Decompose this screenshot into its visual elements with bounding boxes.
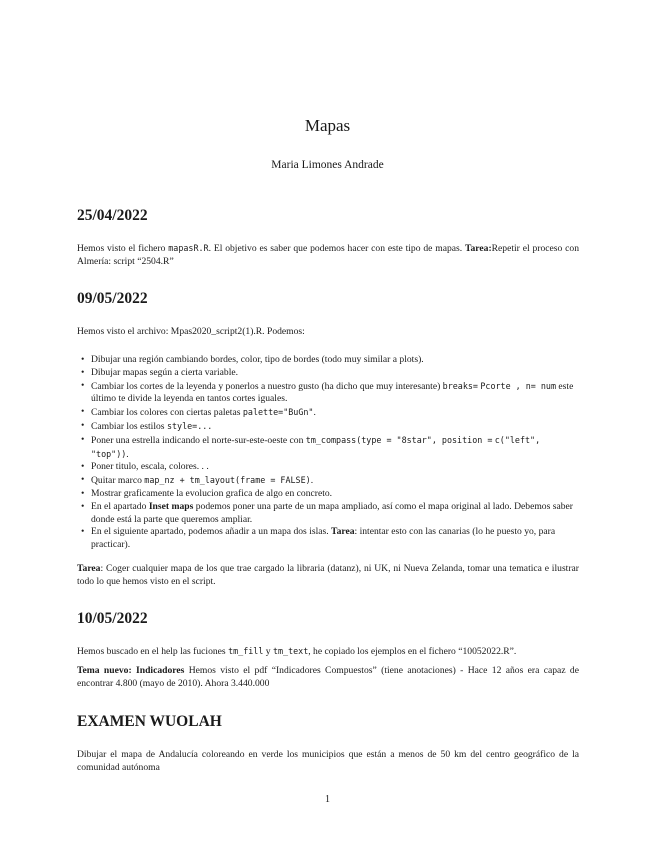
text: . El objetivo es saber que podemos hacer con este tipo de mapas. bbox=[208, 243, 465, 254]
text: Quitar marco bbox=[91, 475, 145, 487]
code-inline: tm_text bbox=[272, 646, 309, 656]
list-item: • Dibujar una región cambiando bordes, color, tipo de bordes (todo muy similar a plots). bbox=[91, 354, 579, 367]
text: En el apartado bbox=[91, 500, 149, 512]
bullet-list bbox=[77, 354, 579, 552]
code-inline: mapasR.R bbox=[168, 243, 209, 253]
text: este último te divide la leyenda en tantos cortes iguales. bbox=[91, 380, 574, 405]
section-heading-examen: EXAMEN WUOLAH bbox=[77, 713, 222, 730]
code-inline: Pcorte , n= num bbox=[480, 380, 557, 391]
paragraph bbox=[77, 562, 579, 588]
text: Cambiar los colores con ciertas paletas bbox=[91, 407, 243, 419]
list-item: • Dibujar mapas según a cierta variable. bbox=[91, 367, 579, 380]
list-item bbox=[91, 434, 579, 462]
section-body-0905 bbox=[77, 325, 579, 552]
list-item: • Mostrar graficamente la evolucion grafica de algo en concreto. bbox=[91, 488, 579, 501]
document-author: Maria Limones Andrade bbox=[271, 159, 384, 171]
text: Hemos buscado en el help las fuciones bbox=[77, 646, 229, 657]
task-paragraph bbox=[77, 562, 579, 588]
paragraph bbox=[77, 664, 579, 690]
page-number: 1 bbox=[325, 794, 330, 805]
list-item bbox=[91, 380, 579, 407]
text: . bbox=[310, 475, 314, 487]
text: En el siguiente apartado, podemos añadir a un mapa dos islas. bbox=[91, 526, 332, 538]
bold-label: Tema nuevo: Indicadores bbox=[77, 665, 185, 676]
paragraph bbox=[77, 242, 579, 268]
text: Poner una estrella indicando el norte-sur-este-oeste con bbox=[91, 434, 306, 446]
code-inline: c("left", "top")) bbox=[91, 434, 541, 459]
text: . bbox=[313, 407, 316, 419]
text: , he copiado los ejemplos en el fichero “10052022.R”. bbox=[308, 646, 517, 657]
text: y bbox=[263, 646, 273, 657]
text: Repetir el proceso con Almería: script “2504.R” bbox=[77, 243, 579, 267]
paragraph-intro: Hemos visto el archivo: Mpas2020_script2(1).R. Podemos: bbox=[77, 326, 305, 337]
section-body-examen bbox=[77, 748, 579, 774]
text: . bbox=[126, 448, 129, 460]
bold-label: Tarea bbox=[77, 563, 101, 574]
text: Cambiar los cortes de la leyenda y ponerlos a nuestro gusto (ha dicho que muy interesante) bbox=[91, 380, 443, 392]
text: : intentar esto con las canarias (lo he puesto yo, para practicar). bbox=[91, 526, 556, 551]
text: Hemos visto el fichero bbox=[77, 243, 169, 254]
bold-label: Tarea bbox=[331, 526, 355, 538]
code-inline: palette="BuGn" bbox=[242, 407, 314, 418]
section-heading-1005: 10/05/2022 bbox=[77, 610, 148, 627]
list-item bbox=[91, 406, 579, 420]
list-item: • Poner titulo, escala, colores. . . bbox=[91, 461, 579, 474]
document-title: Mapas bbox=[304, 116, 351, 135]
list-item bbox=[91, 526, 579, 552]
text: Hemos visto el pdf “Indicadores Compuestos” (tiene anotaciones) - Hace 12 años era capaz de encontrar 4.800 (mayo de 2010). Ahora 3.440.000 bbox=[77, 665, 579, 689]
code-inline: breaks= bbox=[442, 380, 478, 391]
text: podemos poner una parte de un mapa ampliado, así como el mapa original al lado. Debemos saber donde está la parte que queremos ampliar. bbox=[91, 500, 573, 525]
list-item bbox=[91, 420, 579, 434]
section-body-1005 bbox=[77, 645, 579, 690]
code-inline: map_nz + tm_layout(frame = FALSE) bbox=[144, 475, 311, 486]
section-heading-2504: 25/04/2022 bbox=[77, 207, 148, 224]
text: : Coger cualquier mapa de los que trae cargado la libraria (datanz), ni UK, ni Nueva Zelanda, tomar una tematica e ilustrar todo lo que hemos visto en el script. bbox=[77, 563, 579, 587]
text: Cambiar los estilos bbox=[91, 420, 167, 432]
code-inline: style=... bbox=[166, 420, 213, 431]
list-item bbox=[91, 474, 579, 488]
bold-label: Inset maps bbox=[148, 500, 194, 512]
paragraph: Dibujar el mapa de Andalucía coloreando en verde los municipios que están a menos de 50 km del centro geográfico de la comunidad autónoma bbox=[77, 749, 579, 773]
code-inline: tm_fill bbox=[228, 646, 264, 656]
code-inline: tm_compass(type = "8star", position = bbox=[305, 434, 493, 445]
bold-label: Tarea: bbox=[464, 243, 492, 254]
section-body-2504 bbox=[77, 242, 579, 268]
list-item bbox=[91, 501, 579, 527]
section-heading-0905: 09/05/2022 bbox=[77, 290, 148, 307]
paragraph bbox=[77, 645, 579, 658]
